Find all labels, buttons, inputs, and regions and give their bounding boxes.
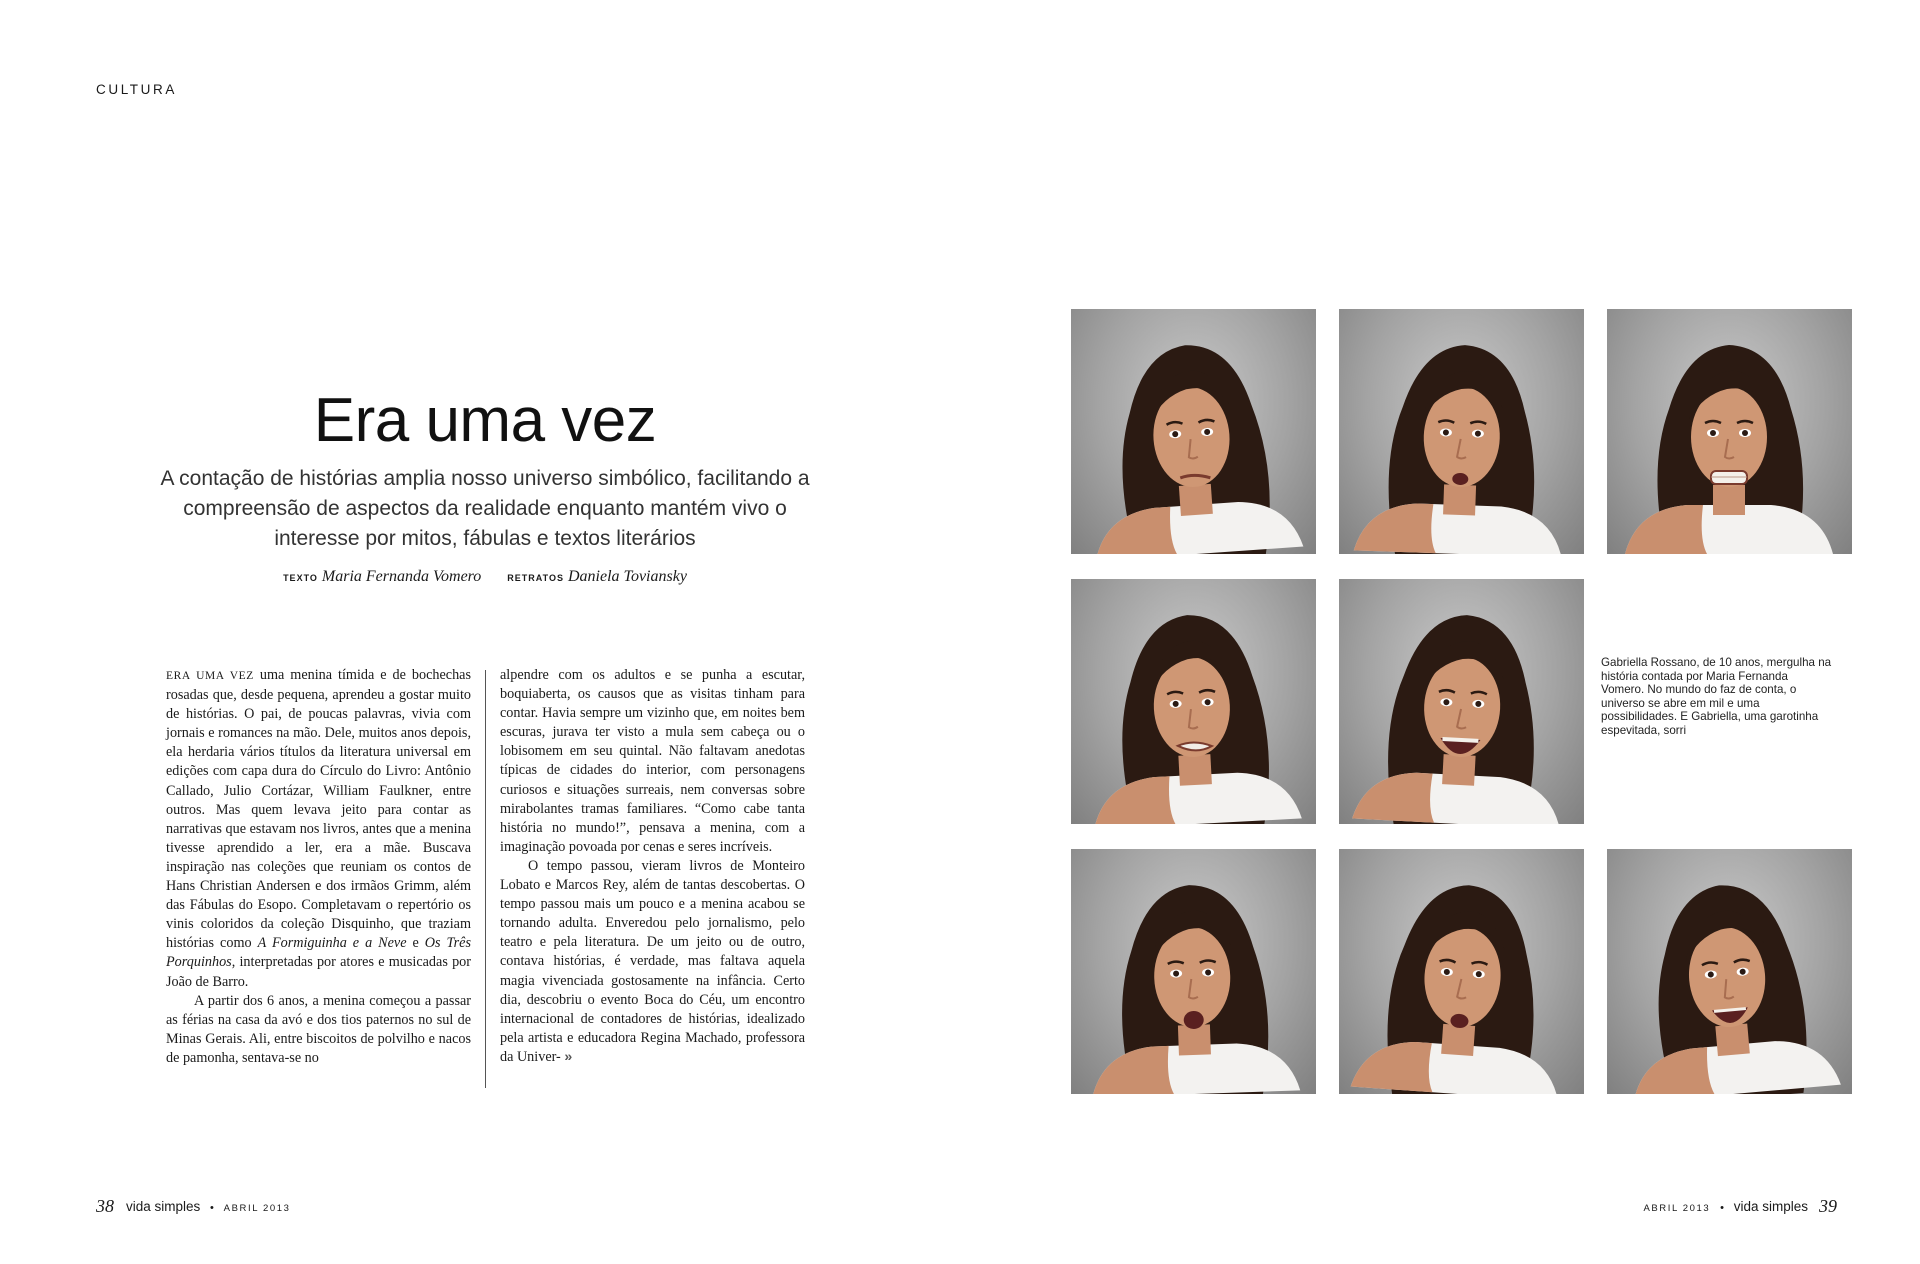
separator-dot: • — [210, 1202, 214, 1214]
text-credit-author: Maria Fernanda Vomero — [321, 568, 482, 585]
body-column-1 — [166, 666, 471, 1068]
column-rule — [485, 670, 486, 1088]
book-title: Os Três Porquinhos — [166, 935, 471, 971]
body-text: uma menina tímida e de bochechas rosadas que, desde pequena, aprendeu a gostar muito de histórias. O pai, de poucas palavras, vivia com jornais e romances na mão. Dele, muitos anos depois, ela herdaria vários títulos da literatura universal em edições com capa dura do Círculo do Livro: Antônio Callado, Julio Cortázar, William Faulkner, entre outros. Mas quem levava jeito para contar as narrativas que estavam nos livros, antes que a menina tivesse aprendido a ler, era a mãe. Buscava inspiração nas coleções que reuniam os contos de Hans Christian Andersen e dos irmãos Grimm, além das Fábulas do Esopo. Completavam o repertório os vinis coloridos da coleção Disquinho, que traziam histórias como — [166, 667, 471, 952]
body-paragraph — [500, 857, 805, 1067]
magazine-name: vida simples — [126, 1199, 201, 1214]
portrait-photo — [1071, 309, 1316, 554]
section-tag: CULTURA — [96, 82, 177, 97]
footer-right — [1643, 1199, 1808, 1214]
body-column-2 — [500, 666, 805, 1067]
page-number-left: 38 — [96, 1196, 114, 1216]
lead-in: ERA UMA VEZ — [166, 670, 254, 682]
photo-credit-author: Daniela Toviansky — [567, 568, 687, 585]
body-text: O tempo passou, vieram livros de Monteiro Lobato e Marcos Rey, além de tantas descobertas. O tempo passou mais um pouco e a menina acabou se tornando adulta. Enveredou pelo jornalismo, pelo teatro e pela literatura. De um jeito ou de outro, contava histórias, é verdade, mas faltava aquela magia vivenciada gostosamente na infância. Certo dia, descobriu o evento Boca do Céu, um encontro internacional de contadores de histórias, idealizado pela artista e educadora Regina Machado, professora da Univer- — [500, 857, 805, 1065]
portrait-photo — [1071, 849, 1316, 1094]
portrait-photo — [1339, 579, 1584, 824]
issue-date: ABRIL 2013 — [223, 1203, 291, 1214]
portrait-photo — [1339, 849, 1584, 1094]
text-credit-label: TEXTO — [283, 573, 318, 583]
page-number-right: 39 — [1819, 1196, 1837, 1216]
portrait-photo — [1607, 309, 1852, 554]
article-subheadline: A contação de histórias amplia nosso universo simbólico, facilitando a compreensão de aspectos da realidade enquanto mantém vivo o interesse por mitos, fábulas e textos literários — [160, 467, 810, 550]
body-paragraph — [166, 666, 471, 992]
photo-credit-label: RETRATOS — [507, 573, 564, 583]
portrait-photo — [1071, 579, 1316, 824]
body-text: , interpretadas por atores e musicadas por João de Barro. — [166, 954, 471, 990]
body-text: e — [406, 935, 425, 952]
photo-caption: Gabriella Rossano, de 10 anos, mergulha na história contada por Maria Fernanda Vomero. No mundo do faz de conta, o universo se abre em mil e uma possibilidades. E Gabriella, uma garotinha espevitada, sorri — [1601, 656, 1832, 737]
article-headline: Era uma vez — [313, 386, 657, 455]
byline — [160, 568, 810, 586]
magazine-name: vida simples — [1733, 1199, 1808, 1214]
continue-mark: » — [564, 1048, 573, 1065]
portrait-photo — [1339, 309, 1584, 554]
separator-dot: • — [1720, 1202, 1724, 1214]
portrait-photo — [1607, 849, 1852, 1094]
body-paragraph: alpendre com os adultos e se punha a escutar, boquiaberta, os causos que as visitas tinham para contar. Havia sempre um vizinho que, em noites bem escuras, jurava ter visto a mula sem cabeça ou o lobisomem em seu quintal. Não faltavam anedotas típicas de cidades do interior, com personagens curiosos e situações surreais, nem conversas sobre mirabolantes tramas familiares. “Como cabe tanta história no mundo!”, pensava a menina, com a imaginação povoada por cenas e seres incríveis. — [500, 667, 805, 855]
body-paragraph: A partir dos 6 anos, a menina começou a passar as férias na casa da avó e dos tios paternos no sul de Minas Gerais. Ali, entre biscoitos de polvilho e nacos de pamonha, sentava-se no — [166, 992, 471, 1066]
issue-date: ABRIL 2013 — [1643, 1203, 1711, 1214]
book-title: A Formiguinha e a Neve — [257, 935, 407, 952]
footer-left — [126, 1199, 291, 1214]
